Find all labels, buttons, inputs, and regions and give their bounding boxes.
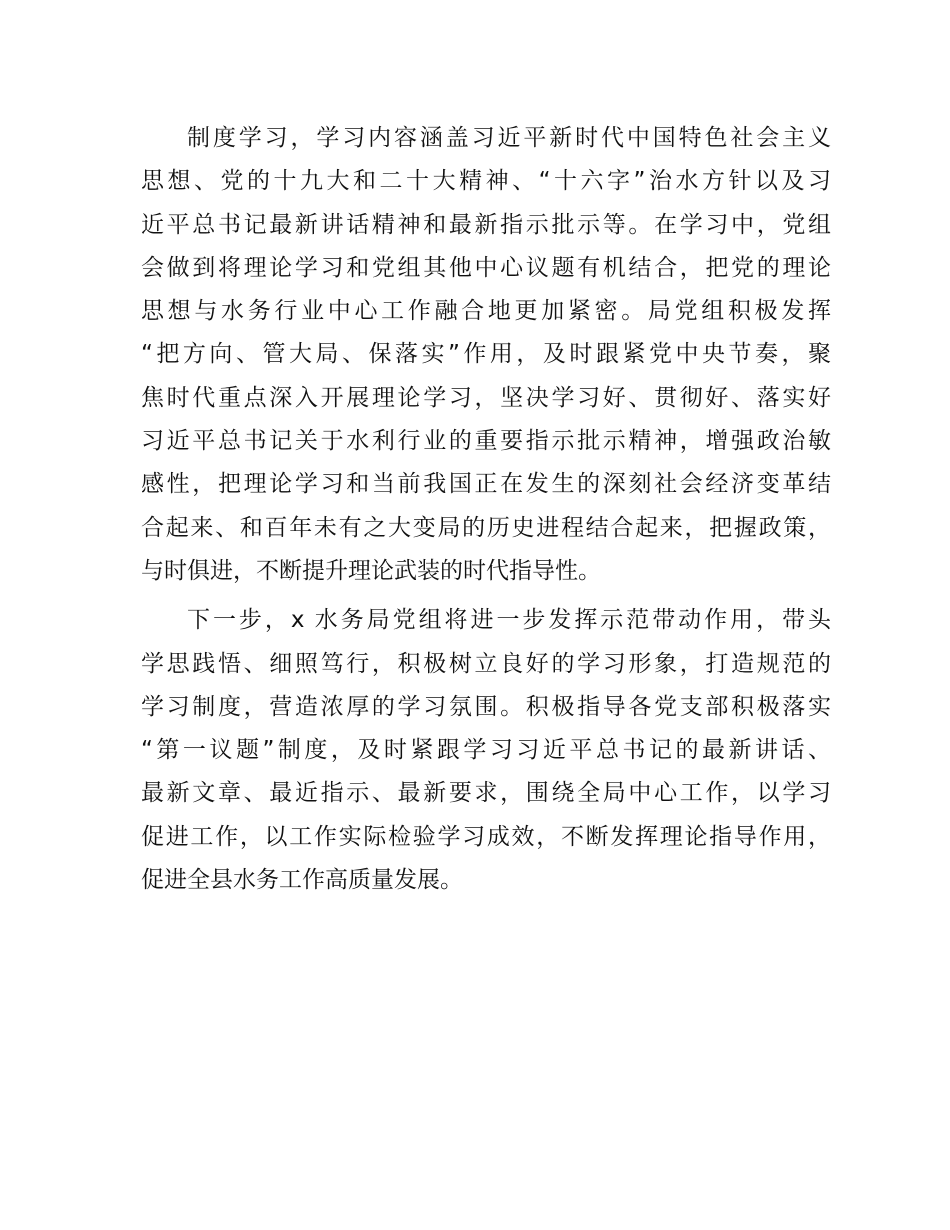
paragraph-line: 焦时代重点深入开展理论学习，坚决学习好、贯彻好、落实好 <box>141 384 831 411</box>
paragraph-line: 促进全县水务工作高质量发展。 <box>141 867 463 894</box>
paragraph-line: 促进工作，以工作实际检验学习成效，不断发挥理论指导作用， <box>141 823 831 850</box>
paragraph-line: 近平总书记最新讲话精神和最新指示批示等。在学习中，党组 <box>141 211 831 238</box>
paragraph-1 <box>141 117 831 593</box>
paragraph-line: 思想、党的十九大和二十大精神、“十六字”治水方针以及习 <box>141 168 831 195</box>
document-body <box>141 117 831 902</box>
paragraph-2 <box>141 599 831 902</box>
paragraph-line: 习近平总书记关于水利行业的重要指示批示精神，增强政治敏 <box>141 428 831 455</box>
paragraph-line: 会做到将理论学习和党组其他中心议题有机结合，把党的理论 <box>141 254 831 281</box>
paragraph-line: 与时俱进，不断提升理论武装的时代指导性。 <box>141 557 601 584</box>
paragraph-line: 下一步，x 水务局党组将进一步发挥示范带动作用，带头 <box>187 607 831 634</box>
paragraph-line: “第一议题”制度，及时紧跟学习习近平总书记的最新讲话、 <box>141 737 831 764</box>
paragraph-line: 合起来、和百年未有之大变局的历史进程结合起来，把握政策， <box>141 514 831 541</box>
paragraph-line: 最新文章、最近指示、最新要求，围绕全局中心工作，以学习 <box>141 780 831 807</box>
paragraph-line: 学习制度，营造浓厚的学习氛围。积极指导各党支部积极落实 <box>141 693 831 720</box>
paragraph-line: 制度学习，学习内容涵盖习近平新时代中国特色社会主义 <box>187 125 831 151</box>
paragraph-line: “把方向、管大局、保落实”作用，及时跟紧党中央节奏，聚 <box>141 341 831 368</box>
paragraph-line: 感性，把理论学习和当前我国正在发生的深刻社会经济变革结 <box>141 471 831 498</box>
paragraph-line: 思想与水务行业中心工作融合地更加紧密。局党组积极发挥 <box>141 298 831 325</box>
paragraph-line: 学思践悟、细照笃行，积极树立良好的学习形象，打造规范的 <box>141 650 831 677</box>
